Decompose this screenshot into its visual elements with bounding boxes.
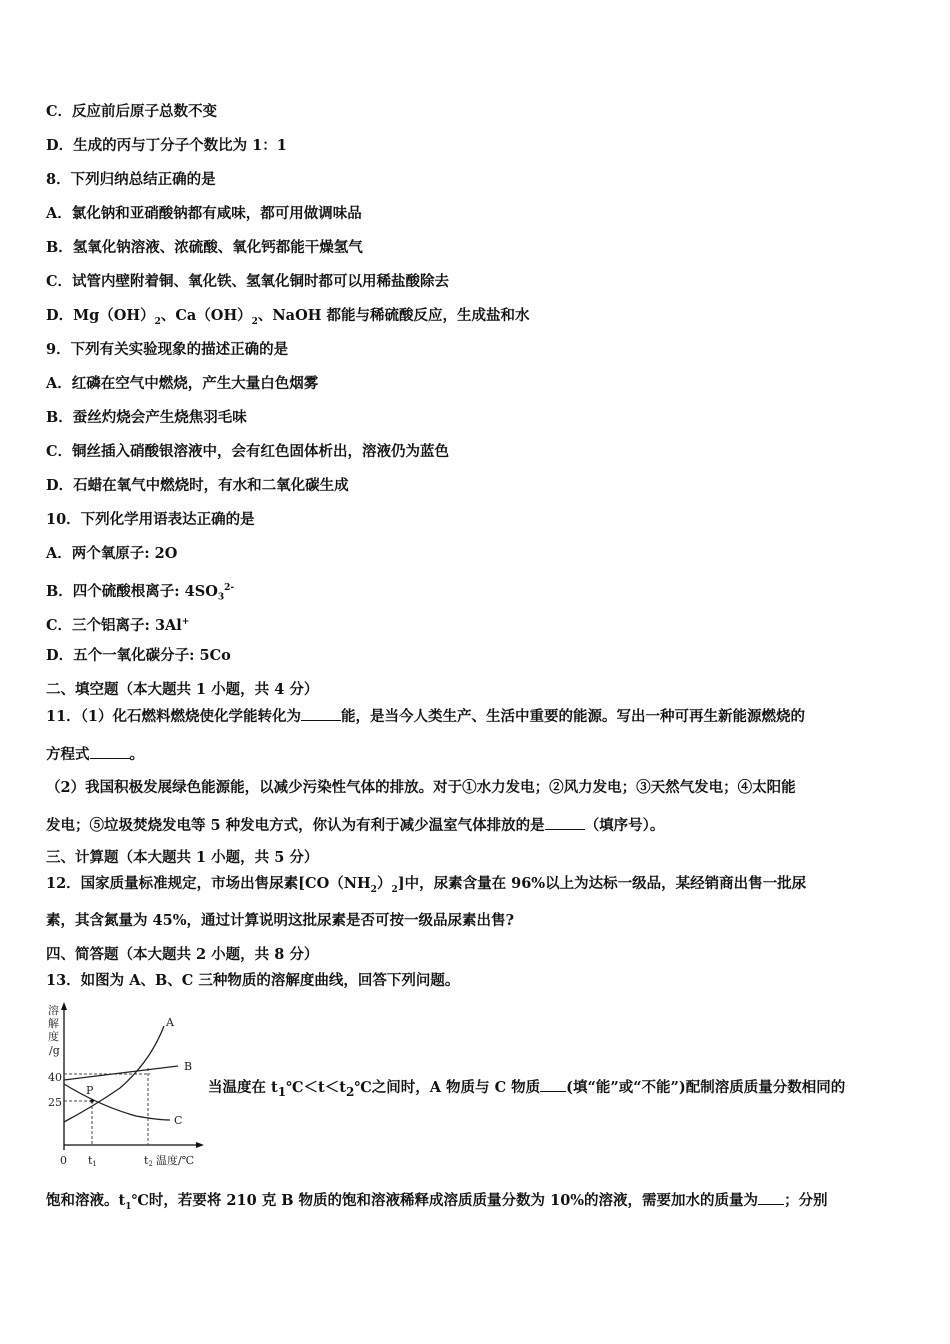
intersection-point-label: P [86, 1084, 94, 1097]
x-axis-arrow [196, 1142, 204, 1148]
q10-option-b: B．四个硫酸根离子: $4SO_3^{2-}$ [46, 582, 235, 603]
q7-option-d: D．生成的丙与丁分子个数比为 1：1 [46, 137, 287, 154]
section-fill-in-heading: 二、填空题（本大题共 1 小题，共 4 分） [46, 681, 319, 698]
curve-b [64, 1066, 178, 1080]
q10-option-a: A．两个氧原子: 2O [46, 545, 178, 562]
y-tick-25: 25 [48, 1096, 62, 1109]
x-tick-t1: t1 [88, 1154, 97, 1168]
section-short-answer-heading: 四、简答题（本大题共 2 小题，共 8 分） [46, 946, 319, 963]
q9-option-c: C．铜丝插入硝酸银溶液中，会有红色固体析出，溶液仍为蓝色 [46, 443, 450, 460]
q11-line-1: 11．（1）化石燃料燃烧使化学能转化为 能，是当今人类生产、生活中重要的能源。写出一种可再生新能源燃烧的 [46, 708, 806, 725]
q12-line-2: 素，其含氮量为 45%，通过计算说明这批尿素是否可按一级品尿素出售? [46, 912, 514, 929]
y-axis-label-char-4: /g [49, 1044, 60, 1057]
answer-blank[interactable] [90, 744, 130, 759]
q11-line-4: 发电；⑤垃圾焚烧发电等 5 种发电方式，你认为有利于减少温室气体排放的是 （填序号）。 [46, 817, 665, 834]
q9-option-a: A．红磷在空气中燃烧，产生大量白色烟雾 [46, 375, 319, 392]
y-axis-label-char-3: 度 [48, 1030, 59, 1043]
y-axis-label-char-1: 溶 [48, 1004, 59, 1017]
q11-line-3: （2）我国积极发展绿色能源能，以减少污染性气体的排放。对于①水力发电；②风力发电；③天然气发电；④太阳能 [46, 779, 796, 796]
q11-line-2: 方程式 。 [46, 746, 144, 763]
q10-option-d: D．五个一氧化碳分子: 5Co [46, 647, 231, 664]
answer-blank[interactable] [758, 1190, 784, 1205]
answer-blank[interactable] [545, 815, 585, 830]
q9-option-b: B．蚕丝灼烧会产生烧焦羽毛味 [46, 409, 247, 426]
answer-blank[interactable] [540, 1077, 566, 1092]
q8-option-d: D．$Mg(OH)_2$、$Ca(OH)_2$、NaOH 都能与稀硫酸反应，生成盐和水 [46, 307, 530, 327]
series-label-a: A [166, 1016, 174, 1029]
y-axis-arrow [61, 1002, 67, 1010]
q13-line-2: 饱和溶液。$t_1℃$时，若要将 210 克 B 物质的饱和溶液稀释成溶质质量分数为 10%的溶液，需要加水的质量为 ；分别 [46, 1192, 828, 1212]
x-axis-label: 温度/℃ [156, 1154, 195, 1167]
q8-stem: 8．下列归纳总结正确的是 [46, 171, 216, 188]
q8-option-b: B．氢氧化钠溶液、浓硫酸、氧化钙都能干燥氢气 [46, 239, 363, 256]
intersection-point [90, 1099, 94, 1103]
q10-stem: 10．下列化学用语表达正确的是 [46, 511, 255, 528]
y-tick-40: 40 [48, 1071, 62, 1084]
answer-blank[interactable] [301, 706, 341, 721]
q8-option-c: C．试管内壁附着铜、氧化铁、氢氧化铜时都可以用稀盐酸除去 [46, 273, 450, 290]
series-label-b: B [184, 1060, 193, 1073]
solubility-curve-chart [40, 1002, 210, 1172]
series-label-c: C [174, 1114, 183, 1127]
q12-line-1: 12．国家质量标准规定，市场出售尿素$[CO(NH_2)_2]$中，尿素含量在 96%以上为达标一级品，某经销商出售一批尿 [46, 875, 807, 895]
y-axis-label-char-2: 解 [48, 1017, 59, 1030]
q7-option-c: C．反应前后原子总数不变 [46, 103, 218, 120]
section-calc-heading: 三、计算题（本大题共 1 小题，共 5 分） [46, 849, 319, 866]
q13-text-beside-chart: 当温度在 $t_1℃<t<t_2℃$之间时，A 物质与 C 物质 (填“能”或“不能”)配制溶质质量分数相同的 [208, 1079, 846, 1099]
q13-stem: 13．如图为 A、B、C 三种物质的溶解度曲线，回答下列问题。 [46, 972, 460, 989]
q9-option-d: D．石蜡在氧气中燃烧时，有水和二氧化碳生成 [46, 477, 349, 494]
q10-option-c: C．三个铝离子: 3Al+ [46, 616, 190, 634]
q8-option-a: A．氯化钠和亚硝酸钠都有咸味，都可用做调味品 [46, 205, 362, 222]
q9-stem: 9．下列有关实验现象的描述正确的是 [46, 341, 289, 358]
x-tick-t2: t2 [144, 1154, 153, 1168]
x-tick-0: 0 [60, 1154, 67, 1167]
